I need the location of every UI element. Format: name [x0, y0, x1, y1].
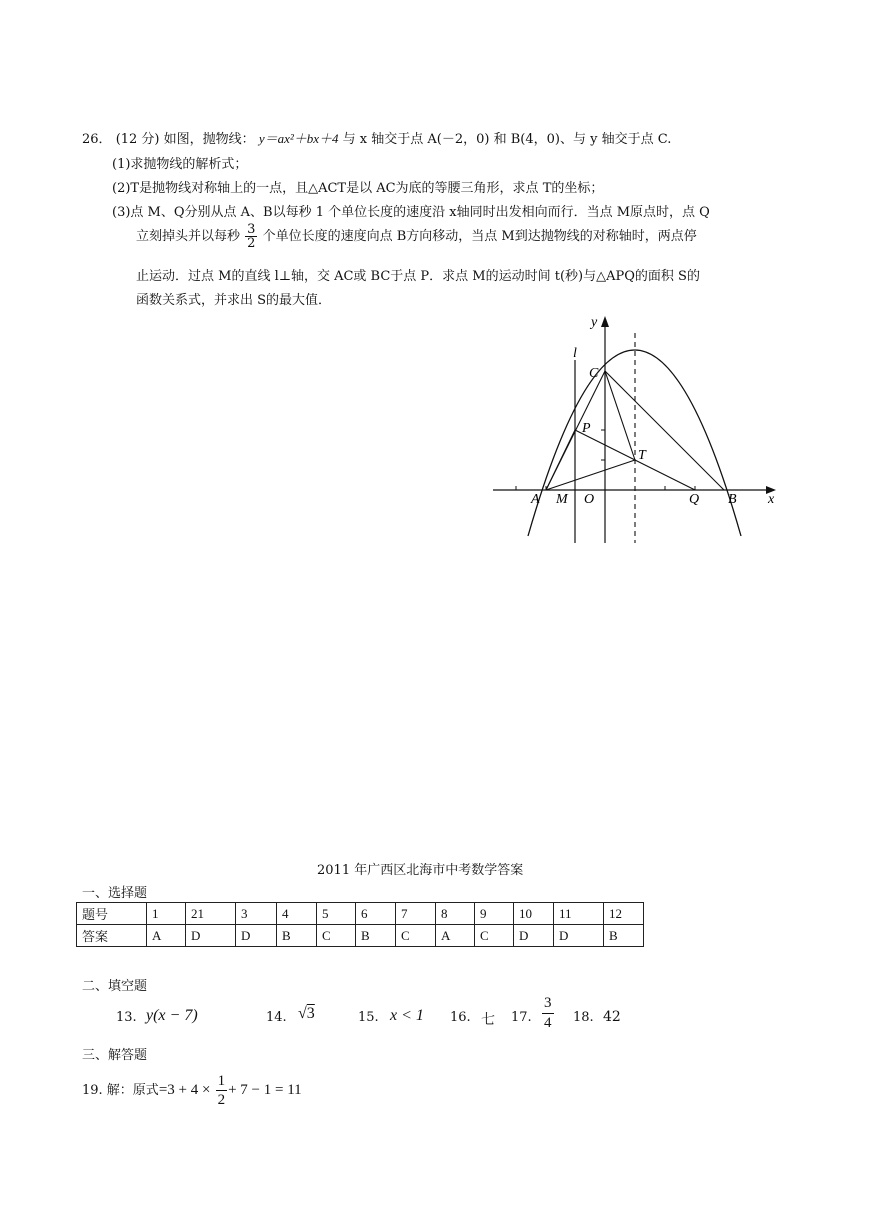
table-cell: 5: [317, 903, 356, 925]
solution-19: [82, 1072, 302, 1109]
fill-answer-18: 42: [603, 1009, 621, 1025]
table-cell: B: [277, 925, 317, 947]
table-cell: 11: [554, 903, 604, 925]
table-cell: 答案: [77, 925, 147, 947]
fill-number-15: 15.: [358, 1010, 379, 1025]
table-cell: D: [236, 925, 277, 947]
label-Q: Q: [689, 492, 700, 507]
label-T: T: [638, 448, 646, 463]
label-C: C: [589, 366, 599, 381]
question-3-line-1: (3)点 M、Q分别从点 A、B以每秒 1 个单位长度的速度沿 x轴同时出发相向而行．当点 M原点时，点 Q: [112, 205, 710, 220]
table-cell: 21: [186, 903, 236, 925]
y-axis-arrow: [601, 316, 609, 327]
label-A: A: [531, 492, 540, 507]
table-cell: 4: [277, 903, 317, 925]
table-cell: A: [147, 925, 186, 947]
table-cell: 题号: [77, 903, 147, 925]
problem-number: 26．: [82, 132, 112, 147]
label-y: y: [591, 315, 598, 330]
table-cell: D: [554, 925, 604, 947]
fraction-denominator: 2: [247, 236, 256, 251]
solution-19-label: 19. 解：原式: [82, 1083, 159, 1098]
question-3-text-b: 个单位长度的速度向点 B方向移动，当点 M到达抛物线的对称轴时，两点停: [262, 229, 697, 244]
section-fill-heading: 二、填空题: [82, 979, 148, 994]
solution-19-expr-a: =3 + 4 ×: [158, 1082, 211, 1098]
solution-19-fraction: [216, 1072, 228, 1109]
table-cell: C: [475, 925, 514, 947]
fraction-numerator: 3: [247, 222, 256, 237]
fill-answer-13: y(x − 7): [146, 1007, 198, 1024]
table-cell: D: [186, 925, 236, 947]
table-cell: A: [436, 925, 475, 947]
question-3-fraction: [245, 223, 257, 250]
answer-table: [76, 902, 644, 947]
fraction-denominator: 4: [544, 1015, 552, 1031]
fill-number-17: 17.: [511, 1010, 532, 1025]
table-row: [77, 925, 644, 947]
question-3-text-a: 立刻掉头并以每秒: [136, 229, 241, 244]
solution-19-expr-b: + 7 − 1 = 11: [228, 1082, 302, 1098]
fill-number-16: 16.: [450, 1010, 471, 1025]
table-cell: 9: [475, 903, 514, 925]
label-l: l: [573, 346, 577, 361]
table-cell: 10: [514, 903, 554, 925]
question-3-line-2: [136, 223, 697, 250]
question-3-line-3: 止运动．过点 M的直线 l⊥轴，交 AC或 BC于点 P．求点 M的运动时间 t(秒)与△APQ的面积 S的: [136, 269, 700, 284]
table-cell: 1: [147, 903, 186, 925]
fraction-denominator: 2: [217, 1092, 226, 1108]
table-cell: 8: [436, 903, 475, 925]
table-cell: D: [514, 925, 554, 947]
table-row: [77, 903, 644, 925]
label-B: B: [728, 492, 737, 507]
fill-number-18: 18.: [573, 1010, 594, 1025]
table-cell: C: [396, 925, 436, 947]
fill-answer-16: 七: [481, 1012, 495, 1028]
question-2: (2)T是抛物线对称轴上的一点，且△ACT是以 AC为底的等腰三角形，求点 T的坐标；: [112, 181, 604, 196]
problem-equation: y＝ax²＋bx＋4: [258, 131, 339, 146]
fill-number-13: 13.: [116, 1010, 137, 1025]
label-M: M: [556, 492, 568, 507]
problem-intro-a: 如图，抛物线：: [163, 132, 255, 147]
problem-statement: [82, 130, 671, 149]
problem-intro-b: 与 x 轴交于点 A(－2，0) 和 B(4，0)、与 y 轴交于点 C.: [342, 132, 672, 147]
table-cell: 7: [396, 903, 436, 925]
label-P: P: [582, 421, 591, 436]
section-choice-heading: 一、选择题: [82, 886, 148, 901]
fill-answer-17: [542, 994, 554, 1033]
problem-points: (12 分): [115, 132, 160, 147]
table-cell: 12: [604, 903, 644, 925]
fill-answer-15: x < 1: [390, 1007, 424, 1024]
table-cell: B: [604, 925, 644, 947]
question-1: (1)求抛物线的解析式；: [112, 157, 248, 172]
fill-number-14: 14.: [266, 1010, 287, 1025]
answer-key-title: 2011 年广西区北海市中考数学答案: [317, 863, 524, 878]
label-x: x: [768, 492, 775, 507]
parabola-figure: [480, 305, 790, 550]
sqrt-icon: √: [298, 1005, 307, 1022]
table-cell: 6: [356, 903, 396, 925]
table-cell: B: [356, 925, 396, 947]
section-solution-heading: 三、解答题: [82, 1048, 148, 1063]
sqrt-radicand: 3: [306, 1005, 315, 1022]
label-O: O: [584, 492, 595, 507]
fill-answer-14: [298, 1005, 315, 1023]
fraction-numerator: 3: [542, 994, 554, 1014]
table-cell: C: [317, 925, 356, 947]
fraction-numerator: 1: [217, 1073, 226, 1089]
question-3-line-4: 函数关系式，并求出 S的最大值．: [136, 293, 332, 308]
table-cell: 3: [236, 903, 277, 925]
